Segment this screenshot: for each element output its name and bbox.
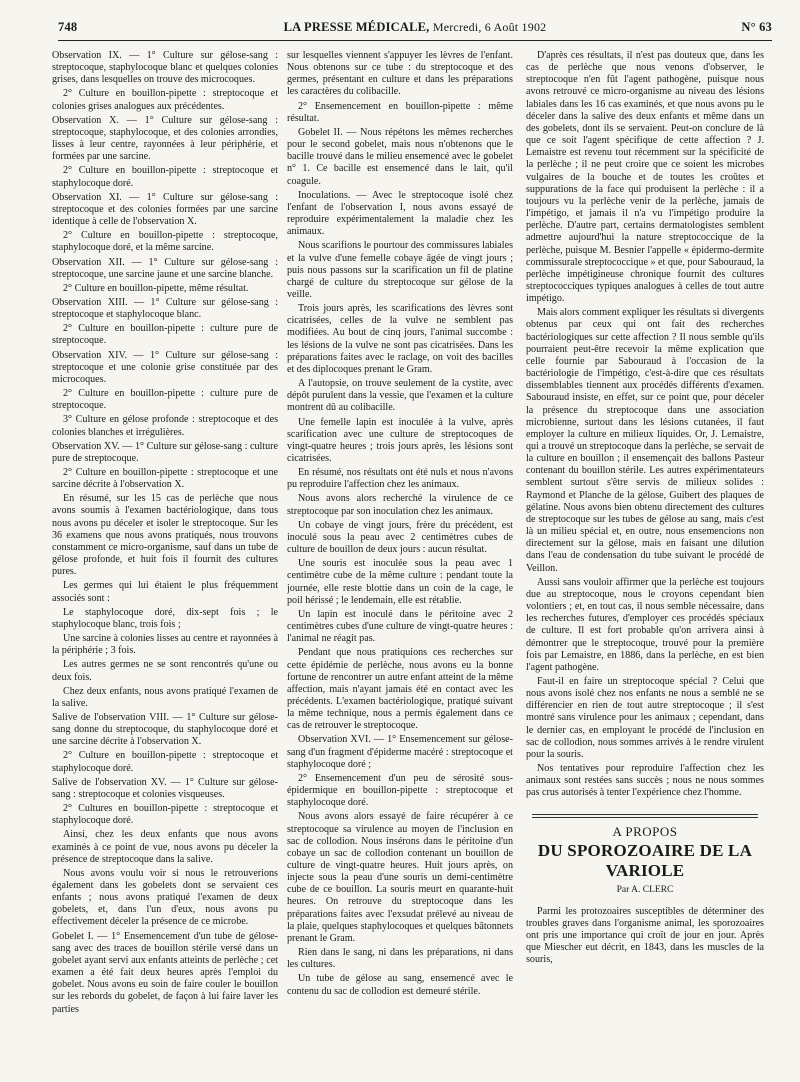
paragraph: Trois jours après, les scarifications des lèvres sont cicatrisées, celles de la vulve ne semblent pas modifiées. Au bout de cinq jours, l'animal succombe : les lésions de la vulve ne sont pas cicatrisées. Dans les préparations faites avec le raclage, on voit des bacilles et des diplocoques prenant le Gram. — [287, 303, 513, 375]
paragraph: Un tube de gélose au sang, ensemencé avec le contenu du sac de collodion est demeuré stérile. — [287, 973, 513, 997]
paragraph: Nos tentatives pour reproduire l'affection chez les animaux sont restées sans succès ; nous ne nous sommes pas crus autorisés à tenter l'expérience chez l'homme. — [526, 763, 764, 799]
paragraph: Observation X. — 1° Culture sur gélose-sang : streptocoque, staphylocoque, et des colonies arrondies, lisses à leur centre, rayonnées à leur périphérie, et formées par une sarcine. — [52, 114, 278, 163]
paragraph: Salive de l'observation XV. — 1° Culture sur gélose-sang : streptocoque et colonies visqueuses. — [52, 776, 278, 800]
paragraph: 2° Ensemencement en bouillon-pipette : même résultat. — [287, 100, 513, 124]
running-header — [58, 20, 772, 40]
paragraph: 2° Culture en bouillon-pipette : streptocoque, staphylocoque doré, et la même sarcine. — [52, 230, 278, 254]
paragraph: Chez deux enfants, nous avons pratiqué l'examen de la salive. — [52, 685, 278, 709]
paragraph: Salive de l'observation VIII. — 1° Culture sur gélose-sang donne du streptocoque, du staphylocoque doré et une sarcine décrite à l'observation X. — [52, 711, 278, 748]
issue-number: N° 63 — [741, 20, 772, 34]
paragraph: Observation XVI. — 1° Ensemencement sur gélose-sang d'un fragment d'épiderme macéré : streptocoque et staphylocoque doré ; — [287, 734, 513, 770]
paragraph: 2° Ensemencement d'un peu de sérosité sous-épidermique en bouillon-pipette : streptocoque et staphylocoque doré. — [287, 772, 513, 809]
paragraph: Faut-il en faire un streptocoque spécial ? Celui que nous avons isolé chez nos enfants ne nous a semblé ne se différencier en rien de tout autre streptocoque ; il s'est montré sans virulence pour les animaux ; cependant, dans le dernier cas, en employant le procédé de l'inclusion en sac de collodion, nous sommes arrivés à le rendre virulent pour la souris. — [526, 675, 764, 760]
paragraph: Gobelet I. — 1° Ensemencement d'un tube de gélose-sang avec des traces de bouillon stérile versé dans un gobelet ayant servi aux enfants atteints de perlèche ; cet examen a été fait deux heures après l'emploi du gobelet. Nous avons eu soin de faire couler le bouillon sur les rebords du gobelet, de façon à lui faire laver les parties — [52, 930, 278, 1015]
paragraph: Inoculations. — Avec le streptocoque isolé chez l'enfant de l'observation I, nous avons essayé de reproduire expérimentalement la maladie chez les animaux. — [287, 189, 513, 238]
article-byline: Par A. CLERC — [616, 884, 674, 895]
paragraph: Gobelet II. — Nous répétons les mêmes recherches pour le second gobelet, mais nous n'obtenons que le bacille trouvé dans le milieu ensemencé avec le gobelet n° 1. Ce bacille est ensemencé dans le lait, qu'il coagule. — [287, 126, 513, 187]
page-number: 748 — [58, 20, 78, 34]
paragraph: 2° Cultures en bouillon-pipette : streptocoque et staphylocoque doré. — [52, 803, 278, 827]
paragraph: Les autres germes ne se sont rencontrés qu'une ou deux fois. — [52, 659, 278, 683]
paragraph: Une femelle lapin est inoculée à la vulve, après scarification avec une culture de streptocoques de vingt-quatre heures ; trois jours après, les lésions sont cicatrisées. — [287, 416, 513, 464]
paragraph: En résumé, sur les 15 cas de perlèche que nous avons soumis à l'examen bactériologique, dans tous nous avons pu déceler et isoler le streptocoque. Sur les 36 examens que nous avons pratiqués, nous trouvons constamment ce micro-organisme, sauf dans un tube de gélose profonde, et huit fois il fournit des cultures pures. — [52, 493, 278, 578]
paragraph: 2° Culture en bouillon-pipette : culture pure de streptocoque. — [52, 388, 278, 412]
section-separator — [526, 814, 764, 818]
paragraph: Le staphylocoque doré, dix-sept fois ; le staphylocoque blanc, trois fois ; — [52, 606, 278, 630]
paragraph: Un cobaye de vingt jours, frère du précédent, est inoculé sous la peau avec 2 centimètres cubes de culture de bouillon de deux jours : aucun résultat. — [287, 519, 513, 556]
paragraph: Observation XII. — 1° Culture sur gélose-sang : streptocoque, une sarcine jaune et une sarcine blanche. — [52, 256, 278, 280]
paragraph: Observation XI. — 1° Culture sur gélose-sang : streptocoque et des colonies formées par une sarcine identique à celle de l'observation X. — [52, 191, 278, 228]
paragraph: D'après ces résultats, il n'est pas douteux que, dans les cas de perlèche que nous venons d'observer, le streptocoque n'en fût l'agent pathogène, puisque nous avons retrouvé ce micro-organisme au niveau des lésions labiales dans les 16 cas examinés, et que nous avons pu le déceler dans la salive des deux enfants et même dans un des gobelets, dont ils se servaient. Peut-on conclure de là que ce soit l'agent spécifique de cette affection ? J. Lemaistre est revenu tout récemment sur la spécificité de la perlèche ; il ne peut croire que ce soient les microbes vulgaires de la bouche et de toutes les croûtes et suppurations de la face qui produisent la perlèche : il a toujours vu la perlèche venir de la perlèche, jamais de l'impétigo, et jamais il n'a vu l'impétigo produire la perlèche. D'autre part, certains dermatologistes semblent admettre aujourd'hui la nature streptococcique de la perlèche, puisque M. Besnier l'appelle « épidermo-dermite commissurale streptococcique » et que, pour Sabouraud, la perlèche impétigineuse chronique fournit des cultures streptococciques typiques analogues à celles de tout autre impétigo. — [526, 50, 764, 305]
paragraph: sur lesquelles viennent s'appuyer les lèvres de l'enfant. Nous obtenons sur ce tube : du streptocoque et des germes, présentant en culture et dans les préparations les caractères du colibacille. — [287, 50, 513, 98]
paragraph: 2° Culture en bouillon-pipette : culture pure de streptocoque. — [52, 323, 278, 347]
paragraph: 2° Culture en bouillon-pipette, même résultat. — [63, 282, 249, 294]
paragraph: Les germes qui lui étaient le plus fréquemment associés sont : — [52, 580, 278, 604]
paragraph: Nous avons alors essayé de faire récupérer à ce streptocoque sa virulence au moyen de l'inclusion en sac de collodion. Nous insérons dans le péritoine d'un cobaye un sac de collodion contenant un bouillon de culture de vingt-quatre heures. Huit jours après, on injecte sous la peau d'une souris un demi-centimètre cube de ce bouillon. La souris meurt en quarante-huit heures. On retrouve du streptocoque dans les préparations faites avec l'exsudat prélevé au niveau de la plaie, quelques staphylocoques et quelques bâtonnets prenant le Gram. — [287, 811, 513, 944]
paragraph: Pendant que nous pratiquions ces recherches sur cette épidémie de perlèche, nous avons eu la bonne fortune de rencontrer un autre enfant atteint de la même affection, mais n'ayant jamais été en contact avec les précédents. L'examen bactériologique, pratiqué suivant la même technique, nous a permis également dans ce cas de retrouver le streptocoque. — [287, 647, 513, 732]
journal-title — [58, 20, 772, 35]
article-title: DU SPOROZOAIRE DE LA VARIOLE — [537, 840, 753, 880]
separator-rule — [532, 814, 758, 815]
paragraph: Aussi sans vouloir affirmer que la perlèche est toujours due au streptocoque, nous le croyons cependant bien volontiers ; et, en tout cas, il nous semble nécessaire, dans les recherches futures, d'employer ces procédés spéciaux de culture. Il est fort probable qu'on arrivera ainsi à démontrer que le streptocoque, trouvé pour la première fois par Lemaistre, en 1886, dans la perlèche, en est bien l'agent pathogène. — [526, 576, 764, 673]
paragraph: Observation XV. — 1° Culture sur gélose-sang : culture pure de streptocoque. — [52, 440, 278, 464]
paragraph: Nous avons voulu voir si nous le retrouverions également dans les gobelets dont se servaient ces enfants ; nous avons pratiqué l'examen de deux gobelets, et, dans l'un d'eux, nous avons pu effectivement déceler la présence de ce microbe. — [52, 867, 278, 928]
paragraph: Observation XIV. — 1° Culture sur gélose-sang : streptocoque et une colonie grise constituée par des microcoques. — [52, 349, 278, 385]
paragraph: 2° Culture en bouillon-pipette : streptocoque et staphylocoque doré. — [52, 165, 278, 189]
paragraph: Nous avons alors recherché la virulence de ce streptocoque par son inoculation chez les animaux. — [287, 493, 513, 517]
paragraph: Une souris est inoculée sous la peau avec 1 centimètre cube de la même culture : pendant toute la journée, elle reste blottie dans un coin de la cage, le poil hérissé ; le lendemain, elle est rétablie. — [287, 558, 513, 606]
separator-rule — [532, 817, 758, 818]
column-right — [526, 50, 764, 1075]
paragraph: 2° Culture en bouillon-pipette : streptocoque et staphylocoque doré. — [52, 750, 278, 774]
paragraph: Une sarcine à colonies lisses au centre et rayonnées à la périphérie ; 3 fois. — [52, 633, 278, 657]
paragraph: 2° Culture en bouillon-pipette : streptocoque et une sarcine décrite à l'observation X. — [52, 467, 278, 491]
paragraph: Nous scarifions le pourtour des commissures labiales et la vulve d'une femelle cobaye âgée de vingt jours ; puis nous passons sur la scarification un fil de platine chargé de culture du streptocoque sur gélose de la veille. — [287, 240, 513, 300]
paragraph: 3° Culture en gélose profonde : streptocoque et des colonies blanches et irrégulières. — [52, 414, 278, 438]
article-first-paragraph: Parmi les protozoaires susceptibles de déterminer des troubles graves dans l'organisme animal, les sporozoaires ont pris une importance qui croît de jour en jour. Après que Miescher eut décrit, en 1843, dans les muscles de la souris, — [526, 905, 764, 966]
journal-name: LA PRESSE MÉDICALE, — [283, 20, 430, 34]
paragraph: Observation IX. — 1° Culture sur gélose-sang : streptocoque, staphylocoque blanc et quelques colonies grises, dans lesquelles on trouve des microcoques. — [52, 50, 278, 86]
article-kicker: A PROPOS — [612, 823, 678, 839]
paragraph: A l'autopsie, on trouve seulement de la cystite, avec dépôt purulent dans la vessie, que l'examen et la culture montrent dû au colibacille. — [287, 378, 513, 414]
issue-date: Mercredi, 6 Août 1902 — [432, 20, 547, 34]
paragraph: Rien dans le sang, ni dans les préparations, ni dans les cultures. — [287, 947, 513, 971]
paragraph: En résumé, nos résultats ont été nuls et nous n'avons pu reproduire l'affection chez les animaux. — [287, 467, 513, 491]
paragraph: Mais alors comment expliquer les résultats si divergents obtenus par ceux qui ont fait des recherches bactériologiques sur cette affection ? Il nous semble qu'ils pourraient peut-être recevoir la même explication que celle fournie par Sabouraud à l'occasion de la bactériologie de l'impétigo, c'est-à-dire que ces résultats dissemblables tiennent aux procédés différents d'examen. Sabouraud insiste, en effet, sur ce point que, pour déceler la présence du streptocoque dans une association microbienne, surtout dans les lésions cutanées, il faut employer la culture en milieux liquides. Or, J. Lemaistre, qui a trouvé un streptocoque dans la perlèche, se servait de la culture en bouillon ; il ensemençait des ballons Pasteur contenant du bouillon stérile. Les autres expérimentateurs semblent surtout s'être servis de milieux solides : Raymond et Planche de la gélose, Guibert des plaques de gélatine. Nous avons bien obtenu directement des cultures de streptocoque sur les tubes de gélose au sang, mais c'est là un milieu spécial et, en outre, nous ensemencions non directement sur la gélose, mais en faisant une dilution dans l'eau de condensation du tube suivant le procédé de Veillon. — [526, 307, 764, 574]
paragraph: Observation XIII. — 1° Culture sur gélose-sang : streptocoque et staphylocoque blanc. — [52, 296, 278, 321]
column-left — [52, 50, 278, 1075]
paragraph: 2° Culture en bouillon-pipette : streptocoque et colonies grises analogues aux précédentes. — [52, 88, 278, 112]
paragraph: Un lapin est inoculé dans le péritoine avec 2 centimètres cubes d'une culture de vingt-quatre heures : l'animal ne réagit pas. — [287, 608, 513, 645]
column-middle — [287, 50, 513, 1075]
paragraph: Ainsi, chez les deux enfants que nous avons examinés à ce point de vue, nous avons pu déceler la présence de streptocoque dans la salive. — [52, 829, 278, 865]
header-rule — [58, 40, 772, 41]
